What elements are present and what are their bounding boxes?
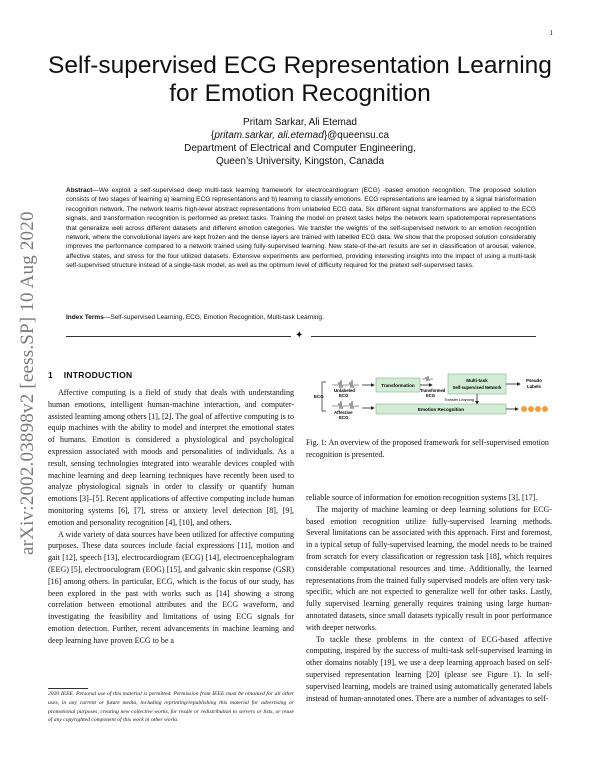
figure-label-transformation: Transformation bbox=[381, 383, 415, 388]
right-paragraph-1: reliable source of information for emotion recognition systems [3], [17]. bbox=[306, 493, 538, 502]
figure-label-side-ecg: ECG bbox=[314, 394, 324, 399]
section-title: INTRODUCTION bbox=[63, 370, 133, 380]
abstract-label: Abstract bbox=[66, 187, 93, 194]
divider-diamond-icon: ✦ bbox=[295, 330, 304, 341]
author-names: Pritam Sarkar, Ali Etemad bbox=[243, 117, 357, 128]
section-heading bbox=[48, 370, 132, 380]
multitask-network-box bbox=[448, 374, 506, 394]
email-prefix: { bbox=[210, 130, 215, 141]
figure-label-multitask: Multi-task bbox=[466, 378, 488, 383]
ecg-waveform-transformed bbox=[422, 376, 433, 381]
email-suffix: }@queensu.ca bbox=[323, 130, 390, 141]
figure-label-unlabeled-ecg: ECG bbox=[339, 393, 349, 398]
index-terms-label: Index Terms bbox=[66, 314, 104, 321]
figure-label-affective: Affective bbox=[334, 410, 353, 415]
title-line-1: Self-supervised ECG Representation Learning bbox=[48, 52, 552, 79]
index-terms bbox=[66, 313, 536, 322]
index-terms-text: —Self-supervised Learning, ECG, Emotion Recognition, Multi-task Learning. bbox=[103, 314, 324, 321]
divider-line-right bbox=[311, 336, 536, 337]
figure-label-unlabeled: Unlabeled bbox=[334, 388, 355, 393]
ecg-waveform-top bbox=[332, 380, 359, 388]
paper-title bbox=[40, 52, 560, 108]
left-column bbox=[48, 387, 294, 647]
figure-label-transformed-ecg: ECG bbox=[426, 393, 436, 398]
ecg-waveform-bottom bbox=[332, 401, 359, 409]
figure-label-emotion: Emotion Recognition bbox=[417, 407, 465, 412]
framework-figure bbox=[306, 368, 552, 432]
title-line-2: for Emotion Recognition bbox=[169, 80, 431, 107]
author-university: Queen’s University, Kingston, Canada bbox=[215, 156, 385, 167]
copyright-footnote: 2020 IEEE. Personal use of this material is permitted. Permission from IEEE must be obtained for all other uses, in any current or future media, including reprinting/republishing this material for advertising or promotional purposes, creating new collective works, for resale or redistribution to servers or lists, or reuse of any copyrighted component of this work in other works bbox=[48, 691, 294, 724]
figure-label-labels: Labels bbox=[527, 384, 541, 389]
abstract bbox=[66, 186, 536, 271]
figure-label-transfer: Transfer Learning bbox=[444, 398, 474, 402]
section-divider bbox=[66, 330, 536, 344]
footnote-rule bbox=[48, 688, 88, 689]
right-paragraph-3: To tackle these problems in the context of ECG-based affective computing, inspired by the success of multi-task self-supervised learning in other domains notably [19], we use a deep learning approach based on self-supervised representation learning [20] (please see Figure 1). In self-supervised learning, models are trained using automatically generated labels instead of human-annotated ones. There are a number of advantages to self- bbox=[306, 634, 552, 703]
authors-block bbox=[40, 116, 560, 168]
figure-caption: Fig. 1: An overview of the proposed framework for self-supervised emotion recognition is presented. bbox=[306, 438, 549, 459]
figure-label-selfsupervised: Self-supervised Network bbox=[452, 385, 502, 390]
author-emails bbox=[40, 129, 560, 142]
section-number: 1 bbox=[48, 370, 54, 380]
arxiv-identifier: arXiv:2002.03898v2 [eess.SP] 10 Aug 2020 bbox=[17, 211, 38, 555]
figure-label-affective-ecg: ECG bbox=[339, 415, 349, 420]
divider-line-left bbox=[66, 336, 291, 337]
intro-paragraph-2: A wide variety of data sources have been utilized for affective computing purposes. These data sources include facial expressions [11], motion and gait [12], speech [13], electrocardiogram (ECG) [14], electroencephalogram (EEG) [5], electrooculogram (EOG) [15], and galvanic skin response (GSR) [16] among others. In particular, ECG, which is the focus of our study, has been explored in the past with works such as [14] showing a strong correlation between emotional attributes and the ECG waveform, and investigating the feasibility and limitations of using ECG signals for emotion detection. Further, recent advancements in machine learning and deep learning have proven ECG to be a bbox=[48, 529, 294, 645]
right-column bbox=[306, 492, 552, 704]
intro-paragraph-1: Affective computing is a field of study that deals with understanding human emotions, intelligent human-machine interaction, and computer-assisted learning among others [1], [2]. The goal of affective computing is to equip machines with the ability to model and interpret the emotional states of humans. Emotion is considered a physiological and psychological expression associated with moods and personalities of individuals. As a result, sensing technologies integrated into wearable devices coupled with machine learning and deep learning techniques have recently been used to analyze physiological signals in order to classify or quantify human emotions [3]–[5]. Recent applications of affective computing include human monitoring systems [6], [7], stress or anxiety level detection [8], [9], emotion and personality recognition [4], [10], and others. bbox=[48, 388, 294, 527]
emoji-faces-icon bbox=[521, 406, 548, 412]
author-department: Department of Electrical and Computer Engineering, bbox=[184, 143, 416, 154]
email-names: pritam.sarkar, ali.etemad bbox=[214, 130, 324, 141]
abstract-text: —We exploit a self-supervised deep multi-task learning framework for electrocardiogram (ECG) -based emotion recognition. The proposed solution consists of two stages of learning a) learning ECG representations and b) learning to classify emotions. ECG representations are learned by a signal transformation recognition network. The network learns high-level abstract representations from unlabeled ECG data. Six different signal transformations are applied to the ECG signals, and transformation recognition is performed as pretext tasks. Training the model on pretext tasks helps the network learn spatiotemporal representations that generalize well across different datasets and different emotion categories. We transfer the weights of the self-supervised network to an emotion recognition network, where the convolutional layers are kept frozen and the dense layers are trained with labelled ECG data. We show that the proposed solution considerably improves the performance compared to a network trained using fully-supervised learning. New state-of-the-art results are set in classification of arousal, valence, affective states, and stress for the four utilized datasets. Extensive experiments are performed, providing interesting insights into the impact of using a multi-task self-supervised structure instead of a single-task model, as well as the optimum level of difficulty required for the pretext self-supervised tasks. bbox=[66, 187, 536, 270]
page-number: 1 bbox=[549, 29, 553, 37]
figure-label-pseudo: Pseudo bbox=[526, 378, 542, 383]
right-paragraph-2: The majority of machine learning or deep learning solutions for ECG-based emotion recognition utilize fully-supervised learning methods. Several limitations can be associated with this approach. First and foremost, in a typical setup of fully-supervised learning, the model needs to be trained from scratch for every classification or regression task [18], which requires considerable computational resources and time. Additionally, the learned representations from the trained fully supervised models are often very task-specific, which are not expected to generalize well for other tasks. Lastly, fully supervised learning generally requires training using large human-annotated datasets, since small datasets typically result in poor performance with deeper networks. bbox=[306, 504, 552, 632]
figure-label-transformed: Transformed bbox=[420, 388, 446, 393]
